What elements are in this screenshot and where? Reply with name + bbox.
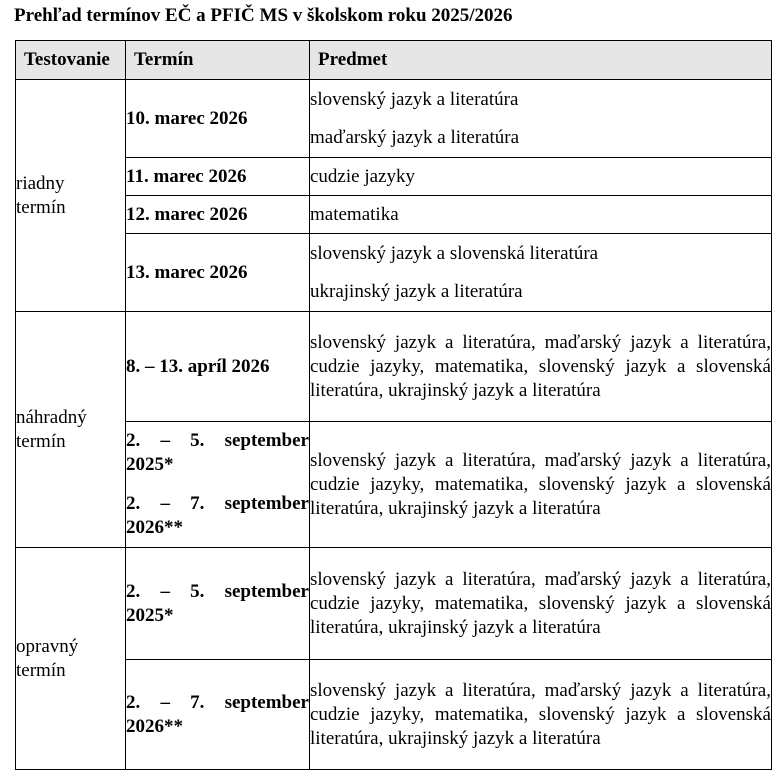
header-testing <box>16 41 126 80</box>
date-line: 2. – 5. september <box>126 580 309 602</box>
table-row <box>16 196 772 234</box>
page-title: Prehľad termínov EČ a PFIČ MS v školskom roku 2025/2026 <box>14 5 513 26</box>
table-row <box>16 234 772 312</box>
subject-cell: slovenský jazyk a literatúra, maďarský jazyk a literatúra, cudzie jazyky, matematika, slovenský jazyk a slovenská literatúra, ukrajinský jazyk a literatúra <box>310 660 772 770</box>
subject-cell: cudzie jazyky <box>310 158 772 196</box>
date-cell <box>126 548 310 660</box>
subject-cell <box>310 80 772 158</box>
table-row <box>16 660 772 770</box>
table-row <box>16 312 772 422</box>
testing-label: termín <box>16 659 66 681</box>
testing-cell-corrective <box>16 548 126 770</box>
date-line: 2. – 5. september <box>126 430 309 451</box>
table-row <box>16 158 772 196</box>
subject-line: slovenský jazyk a slovenská literatúra <box>310 242 599 264</box>
testing-label: riadny <box>16 172 65 194</box>
header-date <box>126 41 310 80</box>
date-line: 2. – 7. september <box>126 493 309 514</box>
subject-cell: slovenský jazyk a literatúra, maďarský jazyk a literatúra, cudzie jazyky, matematika, slovenský jazyk a slovenská literatúra, ukrajinský jazyk a literatúra <box>310 312 772 422</box>
date-cell: 8. – 13. apríl 2026 <box>126 312 310 422</box>
schedule-table <box>15 40 772 770</box>
date-line: 2026** <box>126 517 183 538</box>
subject-line: slovenský jazyk a literatúra <box>310 88 519 110</box>
date-cell: 10. marec 2026 <box>126 80 310 158</box>
testing-label: náhradný <box>16 406 87 428</box>
date-cell <box>126 422 310 548</box>
testing-label: termín <box>16 196 66 218</box>
testing-cell-substitute <box>16 312 126 548</box>
subject-cell <box>310 234 772 312</box>
testing-cell-regular <box>16 80 126 312</box>
header-subject <box>310 41 772 80</box>
header-date-label: Termín <box>134 49 194 70</box>
testing-label: termín <box>16 430 66 452</box>
date-cell: 11. marec 2026 <box>126 158 310 196</box>
table-row <box>16 548 772 660</box>
table-header-row <box>16 41 772 80</box>
date-line: 2. – 7. september <box>126 691 309 713</box>
date-cell <box>126 660 310 770</box>
date-cell: 13. marec 2026 <box>126 234 310 312</box>
table-row <box>16 80 772 158</box>
subject-line: ukrajinský jazyk a literatúra <box>310 280 523 302</box>
date-cell: 12. marec 2026 <box>126 196 310 234</box>
testing-label: opravný <box>16 635 79 657</box>
subject-cell: slovenský jazyk a literatúra, maďarský jazyk a literatúra, cudzie jazyky, matematika, slovenský jazyk a slovenská literatúra, ukrajinský jazyk a literatúra <box>310 548 772 660</box>
subject-cell: matematika <box>310 196 772 234</box>
subject-line: maďarský jazyk a literatúra <box>310 126 520 148</box>
subject-cell: slovenský jazyk a literatúra, maďarský jazyk a literatúra, cudzie jazyky, matematika, slovenský jazyk a slovenská literatúra, ukrajinský jazyk a literatúra <box>310 422 772 548</box>
header-testing-label: Testovanie <box>24 49 110 70</box>
header-subject-label: Predmet <box>318 49 388 70</box>
date-line: 2025* <box>126 454 174 475</box>
table-row <box>16 422 772 548</box>
date-line: 2026** <box>126 715 183 737</box>
date-line: 2025* <box>126 604 174 626</box>
